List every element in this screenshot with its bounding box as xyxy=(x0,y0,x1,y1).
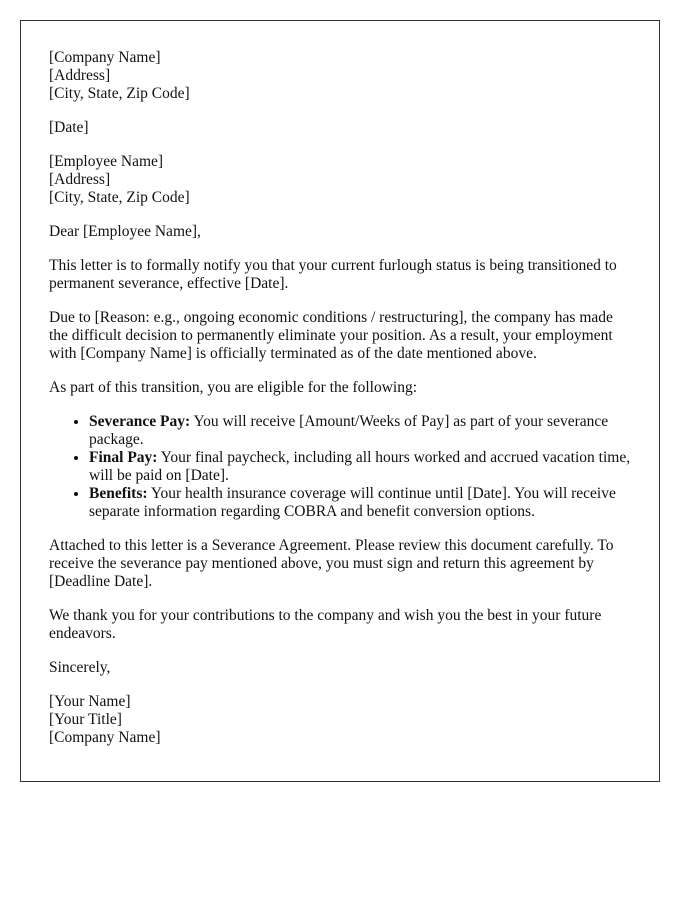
letter-page xyxy=(20,20,660,782)
recipient-address-block xyxy=(49,153,631,207)
benefits-list xyxy=(49,413,631,521)
signature-title: [Your Title] xyxy=(49,711,122,728)
recipient-name: [Employee Name] xyxy=(49,153,164,170)
paragraph-reason: Due to [Reason: e.g., ongoing economic conditions / restructuring], the company has made the difficult decision to permanently eliminate your position. As a result, your employment with [Company Name] is officially terminated as of the date mentioned above. xyxy=(49,309,613,362)
letter-date: [Date] xyxy=(49,119,89,136)
signature-name: [Your Name] xyxy=(49,693,131,710)
sender-address-block xyxy=(49,49,631,103)
paragraph-thanks: We thank you for your contributions to the company and wish you the best in your future endeavors. xyxy=(49,607,602,642)
benefit-item-severance-pay xyxy=(89,413,631,449)
benefit-label: Final Pay: xyxy=(89,449,158,466)
benefit-item-benefits xyxy=(89,485,631,521)
salutation: Dear [Employee Name], xyxy=(49,223,201,240)
paragraph-notification: This letter is to formally notify you that your current furlough status is being transitioned to permanent severance, effective [Date]. xyxy=(49,257,617,292)
benefit-text: Your health insurance coverage will continue until [Date]. You will receive separate information regarding COBRA and benefit conversion options. xyxy=(89,485,616,520)
sender-city-state-zip: [City, State, Zip Code] xyxy=(49,85,190,102)
recipient-city-state-zip: [City, State, Zip Code] xyxy=(49,189,190,206)
benefit-label: Benefits: xyxy=(89,485,148,502)
benefit-text: You will receive [Amount/Weeks of Pay] as part of your severance package. xyxy=(89,413,609,448)
signature-company: [Company Name] xyxy=(49,729,161,746)
benefit-item-final-pay xyxy=(89,449,631,485)
closing: Sincerely, xyxy=(49,659,111,676)
benefit-text: Your final paycheck, including all hours worked and accrued vacation time, will be paid on [Date]. xyxy=(89,449,631,484)
recipient-address: [Address] xyxy=(49,171,111,188)
sender-address: [Address] xyxy=(49,67,111,84)
sender-company: [Company Name] xyxy=(49,49,161,66)
benefit-label: Severance Pay: xyxy=(89,413,191,430)
paragraph-agreement: Attached to this letter is a Severance Agreement. Please review this document carefully. To receive the severance pay mentioned above, you must sign and return this agreement by [Deadline Date]. xyxy=(49,537,614,590)
paragraph-eligibility-intro: As part of this transition, you are eligible for the following: xyxy=(49,379,418,396)
signature-block xyxy=(49,693,631,747)
